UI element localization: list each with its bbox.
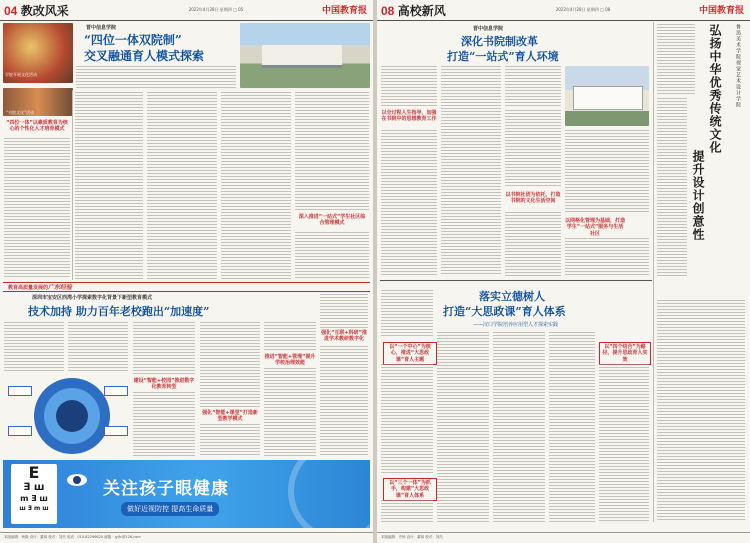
building-shape xyxy=(573,86,643,110)
eye-health-banner xyxy=(3,460,370,528)
body-text xyxy=(657,300,745,520)
column-rule xyxy=(653,22,654,522)
body-text xyxy=(200,424,260,456)
body-text xyxy=(505,110,561,188)
issue-date: 2022年4月28日 星期四 □ 08 xyxy=(555,7,611,12)
page-footer: 本版编辑：杨晓 设计：董林 校对：刘杰 电话：010-82296620 邮箱：jyjfc@126.com xyxy=(0,532,373,543)
body-text xyxy=(441,66,501,276)
highlight-box: 以“三个一体”为抓手，构建“大思政课”育人体系 xyxy=(383,478,437,501)
body-text xyxy=(221,92,291,280)
building-shape xyxy=(262,45,342,68)
article2-subtitle: ——汉口学院培养应用型人才探索实践 xyxy=(473,322,559,328)
diagram-core xyxy=(56,400,88,432)
eye-chart xyxy=(11,464,57,524)
article-title-line1: “四位一体双院制” xyxy=(84,33,182,47)
body-text xyxy=(133,322,195,374)
section-subhead: 推进“智能+管理”提升学校治理效能 xyxy=(264,354,316,367)
body-text xyxy=(295,232,369,280)
body-text xyxy=(200,322,260,408)
body-text xyxy=(437,332,489,522)
body-text xyxy=(381,290,433,336)
body-text xyxy=(565,130,649,214)
article-title-line1: 深化书院制改革 xyxy=(461,35,538,48)
body-text xyxy=(657,24,695,94)
body-text xyxy=(147,92,217,280)
page-header xyxy=(377,0,750,21)
education-model-diagram xyxy=(8,376,128,456)
article-kicker: 晋中信息学院 xyxy=(86,25,117,31)
body-text xyxy=(4,138,70,278)
strip-label: 教育高质量发展的广东经验 xyxy=(8,284,73,291)
body-text xyxy=(75,92,143,280)
article2-kicker: 深圳市宝安区西湾小学探索数字化背景下新型教育模式 xyxy=(32,295,153,301)
body-text xyxy=(381,130,437,276)
body-text xyxy=(381,500,433,522)
pull-quote: 以网格化管理为基础，打造学生“一站式”服务与生活社区 xyxy=(565,218,626,237)
body-text xyxy=(565,238,649,276)
highlight-box: 以“一个中心”为核心，推进“大思政课”育人主题 xyxy=(383,342,437,365)
right-page xyxy=(377,0,750,543)
pull-quote: 以全过程人生指导，加强在书院中的思想教育工作 xyxy=(381,110,437,123)
vertical-kicker: 鲁迅美术学院视觉艺术设计学院 xyxy=(735,24,741,108)
column-rule xyxy=(72,90,73,280)
body-text xyxy=(381,364,433,474)
article-kicker: 晋中信息学院 xyxy=(473,26,504,32)
page-number: 04 教改风采 xyxy=(4,3,69,18)
diagram-label-box xyxy=(8,386,32,396)
section-subhead: 建设“智能+校园”推进数字化教育转型 xyxy=(133,378,195,391)
masthead-logo: 中国教育报 xyxy=(698,6,744,16)
page-header xyxy=(0,0,373,21)
article-title-line2: 打造“一站式”育人环境 xyxy=(447,50,559,63)
body-text xyxy=(599,364,649,522)
article-divider xyxy=(380,280,652,281)
page-number: 08 高校新风 xyxy=(381,3,446,18)
body-text xyxy=(381,66,437,106)
body-text xyxy=(4,322,64,372)
diagram-label-box xyxy=(104,386,128,396)
article2-title-line2: 打造“大思政课”育人体系 xyxy=(443,305,566,318)
issue-date: 2022年4月28日 星期四 □ 05 xyxy=(188,7,244,12)
eye-chart-row: ш Ǝ m ш xyxy=(19,505,49,512)
body-text xyxy=(320,294,368,328)
body-text xyxy=(657,98,687,278)
article2-title: 技术加持 助力百年老校跑出“加速度” xyxy=(28,305,210,318)
body-text xyxy=(264,322,316,352)
eye-icon xyxy=(67,474,87,486)
section-subhead: 强化“智能+课堂”打造新型教学模式 xyxy=(202,410,258,423)
body-text xyxy=(549,332,595,522)
diagram-label-box xyxy=(104,426,128,436)
body-text xyxy=(320,346,368,456)
photo-caption: “书院文化”活动 xyxy=(6,110,35,115)
body-text xyxy=(76,66,236,88)
body-text xyxy=(264,368,316,456)
section-subhead: 强化“互联+科研”推进学术教研数字化 xyxy=(321,330,367,343)
pull-quote: 以书院社团为依托，打造书院的文化生活空间 xyxy=(505,192,561,205)
banner-title: 关注孩子眼健康 xyxy=(103,479,229,499)
vertical-article-title: 弘扬中华优秀传统文化 xyxy=(708,24,722,154)
masthead-logo: 中国教育报 xyxy=(321,6,367,16)
article-title-line2: 交叉融通育人模式探索 xyxy=(84,49,205,63)
sidebar-quote: 深入推进“一站式”学生社区综合管理模式 xyxy=(298,214,366,227)
highlight-box: 以“四个结合”为路径，提升思政育人实效 xyxy=(599,342,651,365)
decorative-circle xyxy=(288,460,370,528)
body-text xyxy=(493,332,545,522)
banner-slogan: 做好近视防控 提高生命质量 xyxy=(121,502,219,516)
eye-chart-row: E xyxy=(28,463,40,482)
body-text xyxy=(505,66,561,106)
photo-caption: 学院开展文化活动 xyxy=(5,72,37,77)
left-page xyxy=(0,0,373,543)
body-text xyxy=(295,92,369,212)
article2-title-line1: 落实立德树人 xyxy=(479,290,545,303)
diagram-label-box xyxy=(8,426,32,436)
pull-quote: “四位一体”以素质教育为核心的个性化人才培育模式 xyxy=(6,120,68,133)
vertical-article-title-2: 提升设计创意性 xyxy=(691,150,705,241)
body-text xyxy=(68,322,128,372)
page-footer: 本版编辑：史杨 设计：董林 校对：刘杰 xyxy=(377,532,750,543)
body-text xyxy=(505,212,561,276)
eye-chart-row: ∃ ш xyxy=(23,482,45,493)
body-text xyxy=(133,392,195,456)
eye-chart-row: m Ǝ ш xyxy=(20,494,48,503)
